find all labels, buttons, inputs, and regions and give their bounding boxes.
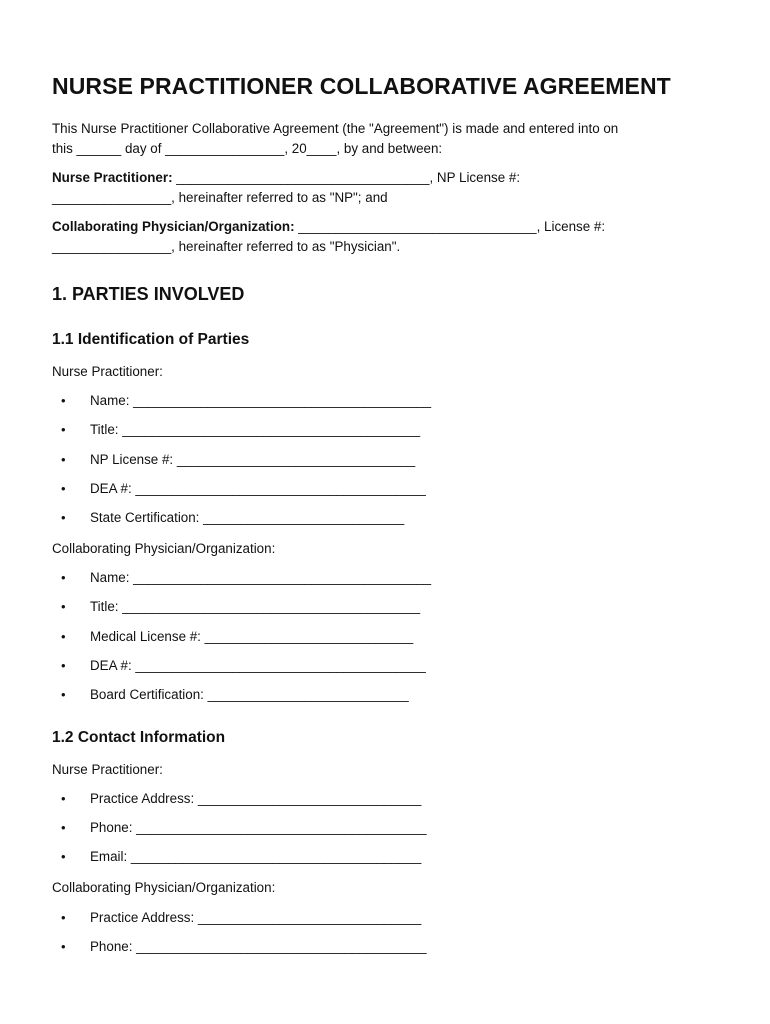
physician-identification-label: Collaborating Physician/Organization: [52, 540, 276, 556]
np-contact-list [52, 789, 718, 866]
np-party-line-1: __________________________________, NP License #: [172, 170, 521, 185]
bullet-icon: • [61, 480, 66, 496]
np-phone-field: Phone: _______________________________________ [90, 820, 427, 836]
list-item [52, 789, 718, 808]
list-item [52, 391, 718, 410]
bullet-icon: • [61, 820, 66, 836]
bullet-icon: • [61, 657, 66, 673]
np-party-paragraph [52, 168, 718, 207]
intro-line-1: This Nurse Practitioner Collaborative Agreement (the "Agreement") is made and entered into on [52, 121, 619, 136]
section-1-heading: 1. PARTIES INVOLVED [52, 284, 245, 304]
physician-identification-list [52, 568, 718, 704]
np-practice-address-field: Practice Address: ______________________________ [90, 791, 422, 807]
intro-paragraph [52, 119, 718, 158]
list-item [52, 847, 718, 866]
np-identification-list [52, 391, 718, 527]
physician-contact-list [52, 908, 718, 956]
physician-medical-license-field: Medical License #: ____________________________ [90, 628, 414, 644]
bullet-icon: • [61, 422, 66, 438]
np-name-field: Name: ________________________________________ [90, 393, 432, 409]
list-item [52, 685, 718, 704]
physician-phone-field: Phone: _______________________________________ [90, 938, 427, 954]
list-item [52, 479, 718, 498]
np-dea-field: DEA #: _______________________________________ [90, 480, 426, 496]
list-item [52, 508, 718, 527]
list-item [52, 656, 718, 675]
list-item [52, 420, 718, 439]
physician-party-paragraph [52, 217, 718, 256]
bullet-icon: • [61, 570, 66, 586]
bullet-icon: • [61, 686, 66, 702]
section-1-2-heading: 1.2 Contact Information [52, 728, 226, 746]
np-license-field: NP License #: ________________________________ [90, 451, 416, 467]
physician-title-field: Title: ________________________________________ [90, 599, 421, 615]
list-item [52, 597, 718, 616]
bullet-icon: • [61, 849, 66, 865]
bullet-icon: • [61, 791, 66, 807]
physician-party-line-1: ________________________________, License #: [294, 219, 606, 234]
np-identification-label: Nurse Practitioner: [52, 364, 163, 379]
bullet-icon: • [61, 628, 66, 644]
list-item [52, 908, 718, 927]
list-item [52, 818, 718, 837]
section-1-1-heading: 1.1 Identification of Parties [52, 331, 250, 348]
bullet-icon: • [61, 451, 66, 467]
np-party-line-2: ________________, hereinafter referred to as "NP"; and [52, 189, 388, 205]
np-contact-label: Nurse Practitioner: [52, 761, 163, 777]
physician-board-certification-field: Board Certification: ___________________________ [90, 686, 409, 702]
list-item [52, 937, 718, 956]
document-title: NURSE PRACTITIONER COLLABORATIVE AGREEMENT [52, 73, 671, 99]
physician-contact-label: Collaborating Physician/Organization: [52, 880, 276, 896]
physician-name-field: Name: ________________________________________ [90, 570, 432, 586]
np-state-certification-field: State Certification: ___________________________ [90, 509, 405, 525]
physician-party-label: Collaborating Physician/Organization: [52, 219, 295, 234]
np-party-label: Nurse Practitioner: [52, 170, 173, 185]
physician-practice-address-field: Practice Address: ______________________________ [90, 909, 422, 925]
intro-line-2: this ______ day of ________________, 20____, by and between: [52, 140, 443, 156]
physician-party-line-2: ________________, hereinafter referred to as "Physician". [52, 238, 401, 254]
np-title-field: Title: ________________________________________ [90, 422, 421, 438]
bullet-icon: • [61, 909, 66, 925]
bullet-icon: • [61, 393, 66, 409]
np-email-field: Email: _______________________________________ [90, 849, 422, 865]
list-item [52, 627, 718, 646]
bullet-icon: • [61, 509, 66, 525]
list-item [52, 568, 718, 587]
bullet-icon: • [61, 599, 66, 615]
list-item [52, 450, 718, 469]
physician-dea-field: DEA #: _______________________________________ [90, 657, 426, 673]
bullet-icon: • [61, 938, 66, 954]
